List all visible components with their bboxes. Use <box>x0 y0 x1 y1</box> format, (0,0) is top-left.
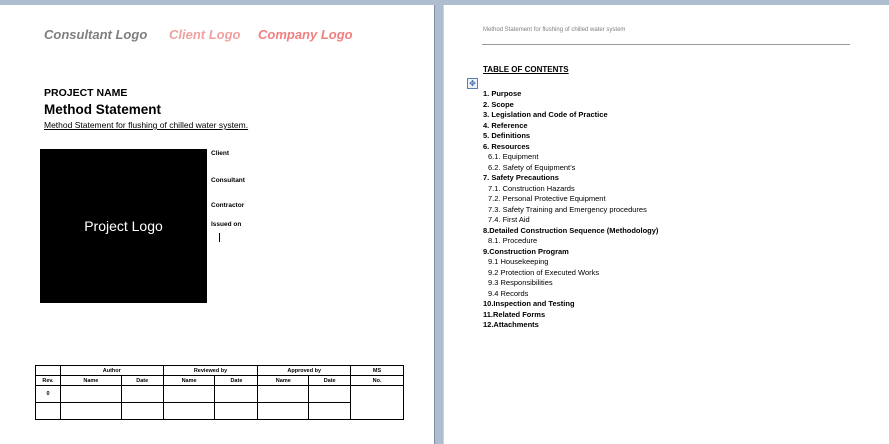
header-rule <box>482 44 850 45</box>
col-reviewed-date: Date <box>215 376 258 386</box>
company-logo: Company Logo <box>258 27 353 42</box>
col-ms: MS <box>351 366 404 376</box>
field-consultant: Consultant <box>211 177 245 184</box>
table-row <box>36 403 404 420</box>
toc-item[interactable]: 7.2. Personal Protective Equipment <box>488 194 606 203</box>
toc-item[interactable]: 6.2. Safety of Equipment’s <box>488 162 576 172</box>
approval-table <box>35 365 404 420</box>
table-of-contents <box>483 89 658 331</box>
col-reviewed-by: Reviewed by <box>163 366 258 376</box>
toc-item[interactable]: 9.1 Housekeeping <box>488 257 549 266</box>
field-issued-on: Issued on <box>211 221 242 228</box>
consultant-logo: Consultant Logo <box>44 27 148 42</box>
project-logo-text: Project Logo <box>84 218 163 234</box>
toc-item[interactable]: 6. Resources <box>483 141 530 151</box>
toc-item[interactable]: 12.Attachments <box>483 320 539 329</box>
document-page-2 <box>444 5 889 444</box>
document-page-1 <box>0 5 434 444</box>
text-cursor[interactable] <box>219 233 220 242</box>
toc-item[interactable]: 9.Construction Program <box>483 246 569 256</box>
document-subtitle: Method Statement for flushing of chilled water system. <box>44 120 249 130</box>
toc-item[interactable]: 7.4. First Aid <box>488 215 530 224</box>
col-approved-name: Name <box>258 376 309 386</box>
col-ms-no: No. <box>351 376 404 386</box>
field-client: Client <box>211 150 230 157</box>
toc-item[interactable]: 9.2 Protection of Executed Works <box>488 267 600 277</box>
table-move-handle-icon[interactable]: ✥ <box>467 78 478 89</box>
col-approved-by: Approved by <box>258 366 351 376</box>
toc-title: TABLE OF CONTENTS <box>483 65 569 74</box>
toc-item[interactable]: 7.1. Construction Hazards <box>488 183 575 193</box>
col-author: Author <box>60 366 163 376</box>
col-rev: Rev. <box>36 376 61 386</box>
page-header: Method Statement for flushing of chilled water system <box>483 27 626 33</box>
toc-item[interactable]: 7. Safety Precautions <box>483 173 559 182</box>
toc-item[interactable]: 2. Scope <box>483 99 514 109</box>
table-row <box>36 386 404 403</box>
project-logo <box>40 149 207 303</box>
col-author-name: Name <box>60 376 121 386</box>
toc-item[interactable]: 4. Reference <box>483 120 528 130</box>
toc-item[interactable]: 6.1. Equipment <box>488 152 539 161</box>
client-logo: Client Logo <box>169 27 241 42</box>
toc-item[interactable]: 8.1. Procedure <box>488 236 538 245</box>
col-reviewed-name: Name <box>163 376 215 386</box>
field-contractor: Contractor <box>211 202 245 209</box>
toc-item[interactable]: 11.Related Forms <box>483 309 546 319</box>
rev-value: 0 <box>36 386 61 403</box>
document-title: Method Statement <box>44 102 162 117</box>
toc-item[interactable]: 9.4 Records <box>488 288 529 298</box>
project-name: PROJECT NAME <box>44 87 128 99</box>
toc-item[interactable]: 9.3 Responsibilities <box>488 278 553 287</box>
col-approved-date: Date <box>309 376 351 386</box>
toc-item[interactable]: 10.Inspection and Testing <box>483 299 575 308</box>
toc-item[interactable]: 5. Definitions <box>483 131 531 140</box>
col-author-date: Date <box>121 376 163 386</box>
toc-item[interactable]: 8.Detailed Construction Sequence (Methodology) <box>483 225 659 235</box>
toc-item[interactable]: 1. Purpose <box>483 89 522 98</box>
toc-item[interactable]: 3. Legislation and Code of Practice <box>483 110 608 119</box>
toc-item[interactable]: 7.3. Safety Training and Emergency procedures <box>488 204 647 214</box>
